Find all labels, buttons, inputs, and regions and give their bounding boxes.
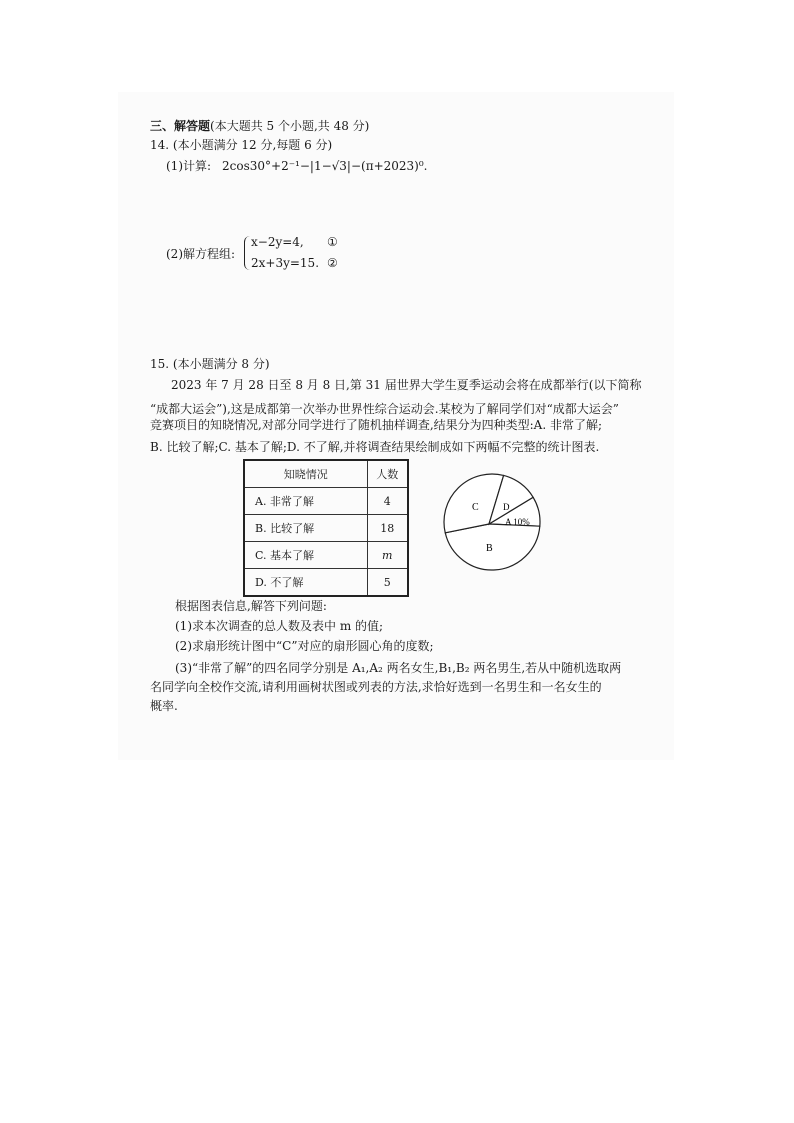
q15-header: 15. (本小题满分 8 分) [150,357,270,371]
q15-sub3-line-1: (3)“非常了解”的四名同学分别是 A₁,A₂ 两名女生,B₁,B₂ 两名男生,若从中随机选取两 [175,661,622,675]
table-row [244,569,408,597]
table-cell: A. 非常了解 [244,488,367,515]
q14-part1-label: (1)计算: [166,159,212,173]
table-cell: 18 [367,515,408,542]
section-header [150,118,369,134]
section-title-note: (本大题共 5 个小题,共 48 分) [210,119,370,133]
equation-2-text: 2x+3y=15. [251,256,320,270]
pie-label-c: C [472,502,479,513]
equation-2-tag: ② [327,256,338,270]
section-title: 三、解答题 [150,119,211,133]
equation-1-text: x−2y=4, [251,235,304,249]
table-row [244,542,408,569]
table-cell: m [367,542,408,569]
q15-para-line-4: B. 比较了解;C. 基本了解;D. 不了解,并将调查结果绘制成如下两幅不完整的统计图表. [150,440,600,454]
equation-system-brace [244,236,251,270]
table-cell: C. 基本了解 [244,542,367,569]
table-cell: B. 比较了解 [244,515,367,542]
table-cell: D. 不了解 [244,569,367,597]
equation-2 [251,256,338,270]
equation-1 [251,235,338,249]
pie-chart [440,470,544,574]
pie-label-d: D [503,502,510,512]
table-header-cell: 知晓情况 [244,460,367,488]
q15-sub3-line-2: 名同学向全校作交流,请利用画树状图或列表的方法,求恰好选到一名男生和一名女生的 [150,680,602,694]
survey-table [243,459,409,597]
table-row [244,488,408,515]
q15-sub3-line-3: 概率. [150,699,178,713]
q14-header: 14. (本小题满分 12 分,每题 6 分) [150,138,333,152]
q15-sub1: (1)求本次调查的总人数及表中 m 的值; [175,619,384,633]
equation-1-tag: ① [327,235,338,249]
q15-para-line-1: 2023 年 7 月 28 日至 8 月 8 日,第 31 届世界大学生夏季运动会将在成都举行(以下简称 [171,378,642,392]
q14-part2-label: (2)解方程组: [166,247,236,261]
table-header-row [244,460,408,488]
table-header-cell: 人数 [367,460,408,488]
pie-label-a: A 10% [505,517,530,527]
table-cell: 5 [367,569,408,597]
q15-intro: 根据图表信息,解答下列问题: [175,599,327,613]
table-row [244,515,408,542]
q15-para-line-2: “成都大运会”),这是成都第一次举办世界性综合运动会.某校为了解同学们对“成都大运会” [150,402,619,416]
q14-part1-expression: 2cos30°+2⁻¹−|1−√3|−(π+2023)⁰. [222,159,428,173]
q15-para-line-3: 竞赛项目的知晓情况,对部分同学进行了随机抽样调查,结果分为四种类型:A. 非常了解; [150,418,603,432]
table-cell: 4 [367,488,408,515]
pie-label-b: B [486,543,493,554]
q15-sub2: (2)求扇形统计图中“C”对应的扇形圆心角的度数; [175,639,434,653]
